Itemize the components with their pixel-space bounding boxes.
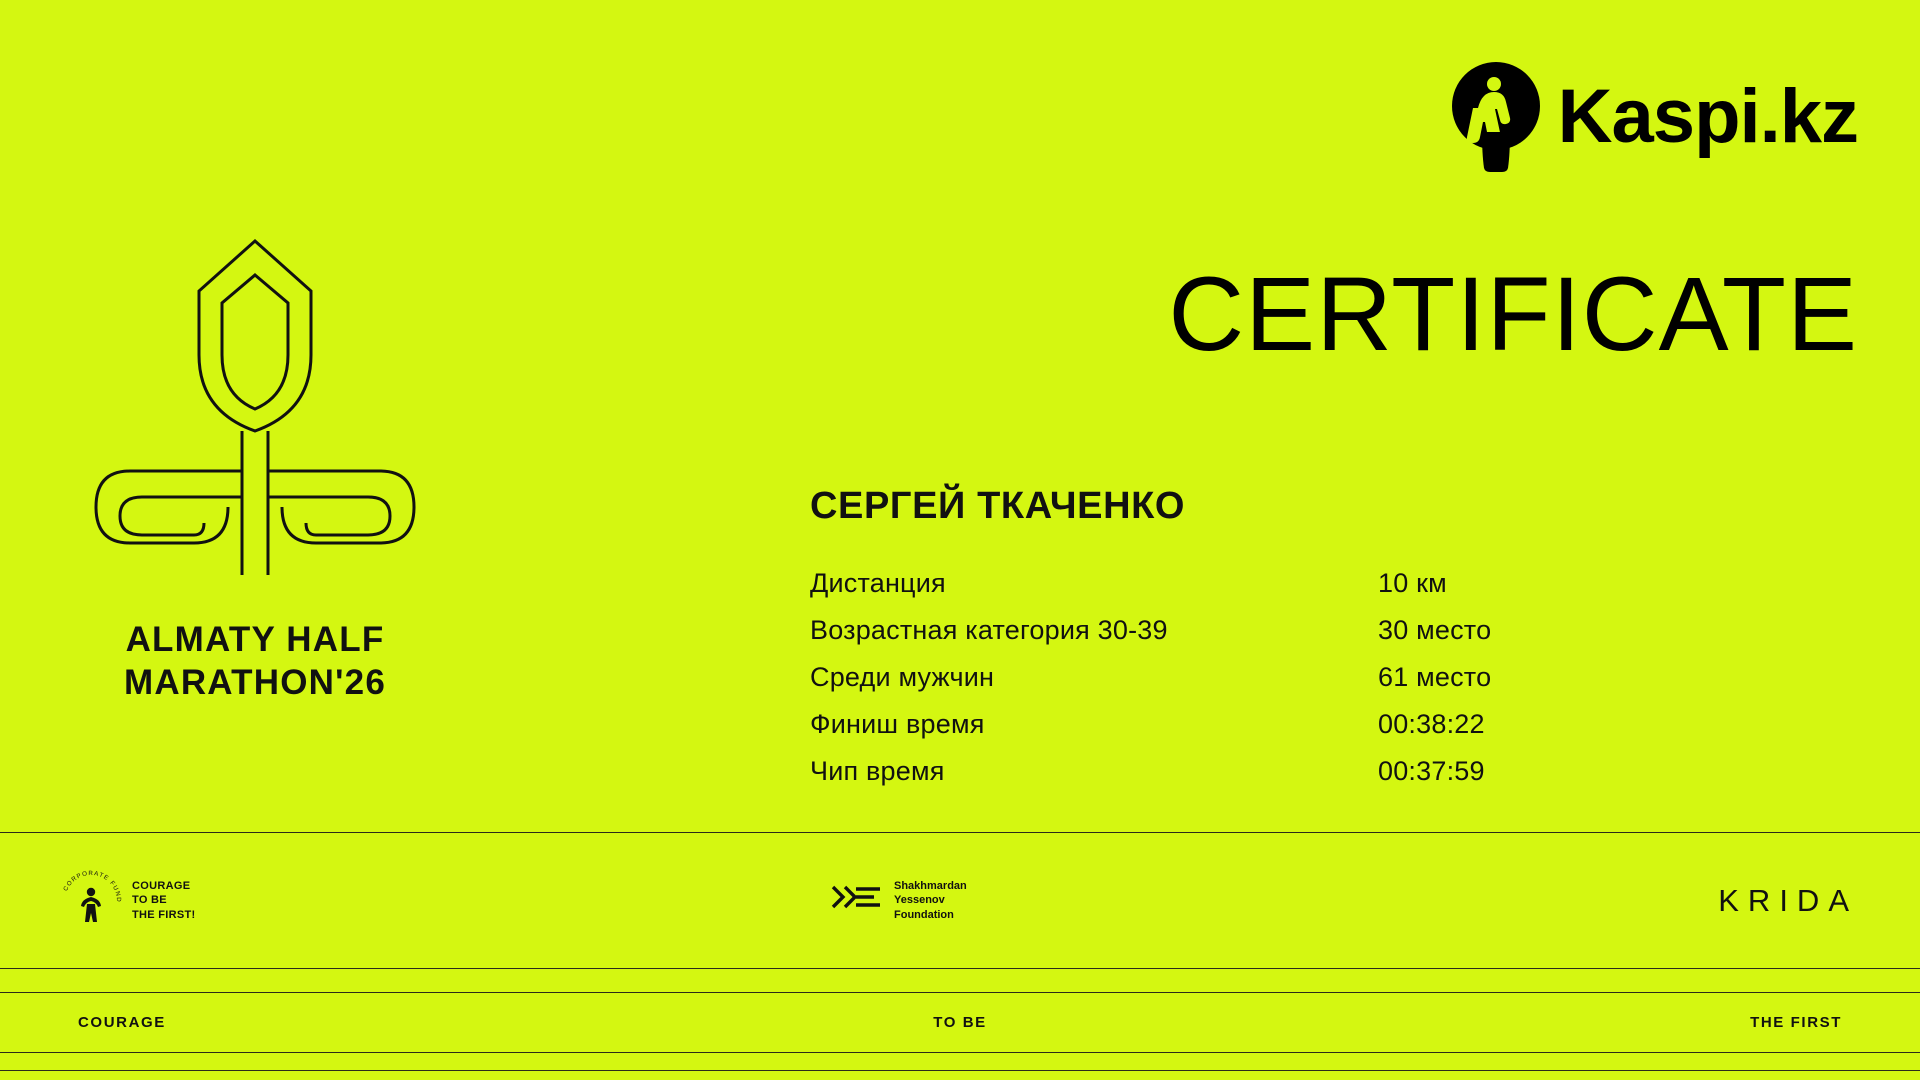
footer-center-text: TO BE [933,1014,987,1031]
yessenov-line-3: Foundation [894,908,954,921]
athlete-name: СЕРГЕЙ ТКАЧЕНКО [810,485,1186,527]
courage-line-2: TO BE [132,894,167,907]
kaspi-wordmark: Kaspi.kz [1557,74,1858,159]
sponsor-krida: KRIDA [1718,882,1858,918]
result-row [810,756,1860,787]
footer-slogan-bar [0,993,1920,1052]
result-label: Возрастная категория 30-39 [810,615,1168,645]
footer-right-text: THE FIRST [1750,1014,1842,1031]
event-name [60,619,450,704]
courage-line-1: COURAGE [132,880,191,893]
result-row [810,615,1860,646]
result-label: Дистанция [810,568,946,598]
result-value: 10 км [1378,568,1447,598]
event-name-line-1: ALMATY HALF [125,620,385,659]
divider [0,968,1920,969]
result-panel [810,485,1860,803]
courage-fund-icon [60,870,122,932]
courage-line-3: THE FIRST! [132,908,196,921]
result-row [810,568,1860,599]
footer-left-text: COURAGE [78,1014,166,1031]
event-name-line-2: MARATHON'26 [124,662,386,702]
kaspi-person-mark-icon [1448,62,1544,172]
yessenov-line-2: Yessenov [894,894,945,907]
result-label: Среди мужчин [810,662,995,692]
page-title: CERTIFICATE [1168,256,1858,373]
result-value: 61 место [1378,662,1492,692]
svg-text:CORPORATE FUND: CORPORATE FUND [62,869,122,903]
yessenov-mark-icon [830,883,884,918]
sponsor-courage-fund [60,870,196,932]
divider [0,1052,1920,1053]
courage-fund-text [132,879,196,922]
sponsor-yessenov-foundation [830,879,967,921]
yessenov-text [894,879,967,921]
sponsor-bar [0,833,1920,968]
divider [0,1070,1920,1071]
result-row [810,709,1860,740]
result-row [810,662,1860,693]
result-label: Финиш время [810,709,985,739]
event-emblem [60,235,450,704]
tulip-emblem-icon [60,235,450,585]
result-value: 00:37:59 [1378,756,1485,786]
yessenov-line-1: Shakhmardan [894,880,967,893]
result-value: 30 место [1378,615,1492,645]
kaspi-logo [1448,62,1858,172]
result-label: Чип время [810,756,945,786]
result-value: 00:38:22 [1378,709,1485,739]
